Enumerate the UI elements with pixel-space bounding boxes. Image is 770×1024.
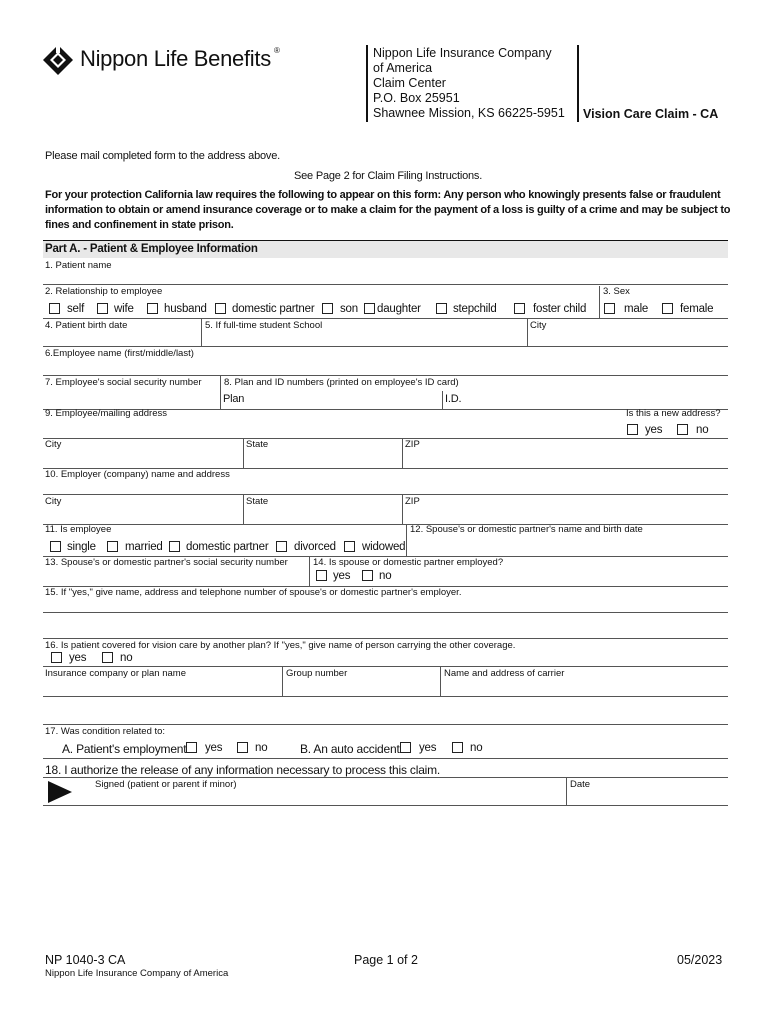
spouse-employed-yes-checkbox[interactable] [316, 570, 327, 581]
divorced-checkbox[interactable] [276, 541, 287, 552]
domestic-partner-status-checkbox[interactable] [169, 541, 180, 552]
auto-accident-no-label: no [470, 742, 483, 754]
stepchild-checkbox[interactable] [436, 303, 447, 314]
rule [43, 318, 728, 319]
spouse-employed-no-label: no [379, 570, 392, 582]
rule [527, 318, 528, 346]
rule [440, 666, 441, 696]
wife-checkbox[interactable] [97, 303, 108, 314]
footer-company: Nippon Life Insurance Company of America [45, 968, 229, 979]
employment-no-label: no [255, 742, 268, 754]
male-option-label: male [624, 303, 649, 315]
birth-date-label: 4. Patient birth date [45, 320, 128, 331]
rule [43, 777, 728, 778]
rule [43, 284, 728, 285]
spouse-employed-label: 14. Is spouse or domestic partner employed? [313, 557, 504, 568]
rule [566, 777, 567, 805]
part-a-title: Part A. - Patient & Employee Information [45, 243, 258, 255]
address-line: Shawnee Mission, KS 66225-5951 [373, 106, 565, 120]
rule [402, 494, 403, 524]
address-line: Claim Center [373, 76, 446, 90]
form-title: Vision Care Claim - CA [583, 107, 719, 121]
other-coverage-yes-checkbox[interactable] [51, 652, 62, 663]
auto-accident-no-checkbox[interactable] [452, 742, 463, 753]
rule [43, 758, 728, 759]
single-checkbox[interactable] [50, 541, 61, 552]
address-line: P.O. Box 25951 [373, 91, 460, 105]
employer-city-label: City [45, 496, 62, 507]
mail-instruction: Please mail completed form to the address above. [45, 150, 280, 162]
signature-date-field[interactable] [568, 790, 728, 804]
address-line: of America [373, 61, 433, 75]
single-option-label: single [67, 541, 96, 553]
employment-yes-label: yes [205, 742, 223, 754]
female-option-label: female [680, 303, 714, 315]
auto-accident-yes-label: yes [419, 742, 437, 754]
son-checkbox[interactable] [322, 303, 333, 314]
page-number: Page 1 of 2 [354, 953, 418, 967]
employer-label: 10. Employer (company) name and address [45, 469, 230, 480]
rule [43, 612, 728, 613]
other-coverage-no-label: no [120, 652, 133, 664]
female-checkbox[interactable] [662, 303, 673, 314]
other-coverage-label: 16. Is patient covered for vision care by another plan? If "yes," give name of person carrying the other coverage. [45, 640, 516, 651]
auto-accident-label: B. An auto accident [300, 742, 400, 756]
new-address-no-label: no [696, 424, 709, 436]
employer-zip-label: ZIP [405, 496, 420, 507]
stepchild-option-label: stepchild [453, 303, 497, 315]
california-warning: For your protection California law requires the following to appear on this form: Any person who knowingly presents false or fraudulent information to obtain or amend insurance coverage or to make a claim for the payment of a loss is guilty of a crime and may be subject to fines and confinement in state prison. [45, 189, 731, 231]
employment-no-checkbox[interactable] [237, 742, 248, 753]
rule [43, 346, 728, 347]
patient-name-field[interactable] [43, 270, 728, 284]
state-label: State [246, 439, 269, 450]
widowed-option-label: widowed [362, 541, 406, 553]
new-address-label: Is this a new address? [626, 408, 721, 419]
authorization-statement: 18. I authorize the release of any information necessary to process this claim. [45, 763, 441, 777]
plan-label: Plan [223, 393, 245, 405]
son-option-label: son [340, 303, 358, 315]
condition-related-label: 17. Was condition related to: [45, 726, 166, 737]
mailing-address-label: 9. Employee/mailing address [45, 408, 167, 419]
rule [309, 556, 310, 586]
employment-label: A. Patient's employment [62, 742, 187, 756]
rule [599, 286, 600, 318]
signature-field[interactable] [90, 790, 560, 804]
employee-name-label: 6.Employee name (first/middle/last) [45, 348, 194, 359]
logo [42, 44, 292, 76]
address-left-rule [366, 45, 368, 122]
signature-date-label: Date [570, 779, 591, 790]
domestic-partner-status-label: domestic partner [186, 541, 269, 553]
rule [406, 524, 407, 556]
self-option-label: self [67, 303, 85, 315]
address-line: Nippon Life Insurance Company [373, 46, 552, 60]
rule [243, 438, 244, 468]
male-checkbox[interactable] [604, 303, 615, 314]
rule [282, 666, 283, 696]
employee-ssn-label: 7. Employee's social security number [45, 377, 202, 388]
widowed-checkbox[interactable] [344, 541, 355, 552]
employer-state-label: State [246, 496, 269, 507]
insurance-company-label: Insurance company or plan name [45, 668, 186, 679]
form-number: NP 1040-3 CA [45, 953, 126, 967]
claim-address [373, 46, 565, 121]
daughter-option-label: daughter [377, 303, 421, 315]
employment-yes-checkbox[interactable] [186, 742, 197, 753]
revision-date: 05/2023 [677, 953, 723, 967]
relationship-label: 2. Relationship to employee [45, 286, 163, 297]
rule [43, 375, 728, 376]
rule [43, 638, 728, 639]
auto-accident-yes-checkbox[interactable] [400, 742, 411, 753]
self-checkbox[interactable] [49, 303, 60, 314]
rule [43, 696, 728, 697]
new-address-no-checkbox[interactable] [677, 424, 688, 435]
carrier-label: Name and address of carrier [444, 668, 565, 679]
address-right-rule [577, 45, 579, 122]
spouse-employed-no-checkbox[interactable] [362, 570, 373, 581]
other-coverage-yes-label: yes [69, 652, 87, 664]
foster-child-checkbox[interactable] [514, 303, 525, 314]
married-checkbox[interactable] [107, 541, 118, 552]
rule [402, 438, 403, 468]
zip-label: ZIP [405, 439, 420, 450]
new-address-yes-checkbox[interactable] [627, 424, 638, 435]
rule [220, 375, 221, 409]
rule [43, 438, 728, 439]
rule [43, 805, 728, 806]
husband-option-label: husband [164, 303, 207, 315]
new-address-yes-label: yes [645, 424, 663, 436]
rule [43, 666, 728, 667]
other-coverage-no-checkbox[interactable] [102, 652, 113, 663]
logo-registered-mark: ® [274, 46, 280, 55]
id-label: I.D. [445, 393, 462, 405]
logo-diamond-icon [42, 44, 74, 76]
rule [43, 494, 728, 495]
city-label: City [45, 439, 62, 450]
sign-here-arrow-icon [48, 781, 72, 803]
group-number-label: Group number [286, 668, 348, 679]
domestic-partner-option-label: domestic partner [232, 303, 315, 315]
rule [201, 318, 202, 346]
spouse-employed-yes-label: yes [333, 570, 351, 582]
wife-option-label: wife [114, 303, 134, 315]
signature-label: Signed (patient or parent if minor) [95, 779, 237, 790]
marital-status-label: 11. Is employee [45, 524, 112, 535]
student-school-label: 5. If full-time student School [205, 320, 323, 331]
rule [243, 494, 244, 524]
part-a-top-rule [43, 240, 728, 241]
plan-id-label: 8. Plan and ID numbers (printed on employee's ID card) [224, 377, 459, 388]
rule [43, 724, 728, 725]
patient-name-label: 1. Patient name [45, 260, 112, 271]
school-city-label: City [530, 320, 547, 331]
divorced-option-label: divorced [294, 541, 336, 553]
daughter-checkbox[interactable] [364, 303, 375, 314]
see-page-instruction: See Page 2 for Claim Filing Instructions. [294, 170, 483, 182]
domestic-partner-checkbox[interactable] [215, 303, 226, 314]
sex-label: 3. Sex [603, 286, 630, 297]
spouse-name-label: 12. Spouse's or domestic partner's name and birth date [410, 524, 643, 535]
rule [442, 391, 443, 409]
spouse-employer-label: 15. If "yes," give name, address and telephone number of spouse's or domestic partner's employer. [45, 587, 462, 598]
married-option-label: married [125, 541, 163, 553]
husband-checkbox[interactable] [147, 303, 158, 314]
spouse-ssn-label: 13. Spouse's or domestic partner's social security number [45, 557, 288, 568]
logo-text: Nippon Life Benefits [80, 46, 271, 71]
foster-child-option-label: foster child [533, 303, 587, 315]
